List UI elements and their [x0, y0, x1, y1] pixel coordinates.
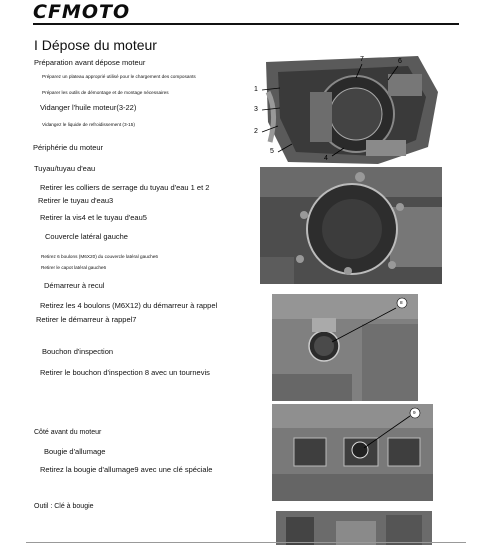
text-prep-heading: Préparation avant dépose moteur — [34, 58, 146, 67]
callout-8: 8 — [400, 300, 403, 305]
footer-rule — [26, 542, 466, 543]
text-periph-heading: Périphérie du moteur — [33, 143, 104, 152]
spark-tool-illustration — [276, 511, 432, 545]
section-title: I Dépose du moteur — [34, 37, 157, 53]
left-cover-illustration — [260, 167, 442, 284]
brand-logo: CFMOTO — [33, 1, 131, 23]
callout-2: 2 — [254, 128, 258, 135]
text-prep-3: Vidanger l'huile moteur(3-22) — [40, 103, 137, 112]
spark-tool-photo — [276, 511, 432, 545]
callout-6: 6 — [398, 58, 402, 65]
engine-left-illustration — [248, 52, 442, 167]
inspection-plug-photo — [272, 294, 418, 401]
spark-plug-illustration — [272, 404, 433, 501]
engine-left-photo — [248, 52, 442, 167]
text-spark-1: Retirez la bougie d'allumage9 avec une clé spéciale — [40, 465, 213, 474]
text-cover-2: Retirer le capot latéral gauche6 — [41, 265, 107, 270]
text-plug-1: Retirer le bouchon d'inspection 8 avec un tournevis — [40, 368, 210, 377]
text-cover-1: Retirez 6 boulons (M6X20) du couvercle latéral gauche6 — [41, 254, 158, 259]
callout-5: 5 — [270, 148, 274, 155]
text-prep-4: Vidangez le liquide de refroidissement (3-15) — [42, 122, 135, 127]
text-cover-heading: Couvercle latéral gauche — [45, 232, 128, 241]
text-prep-1: Préparez un plateau approprié utilisé pour le chargement des composants — [42, 74, 196, 79]
text-prep-2: Préparer les outils de démontage et de montage nécessaires — [42, 90, 169, 95]
callout-1: 1 — [254, 86, 258, 93]
text-plug-heading: Bouchon d'inspection — [42, 347, 114, 356]
callout-7: 7 — [360, 56, 364, 63]
text-starter-heading: Démarreur à recul — [44, 281, 105, 290]
header-rule — [33, 23, 459, 25]
inspection-plug-illustration — [272, 294, 418, 401]
callout-3: 3 — [254, 106, 258, 113]
callout-4: 4 — [324, 155, 328, 162]
spark-plug-photo — [272, 404, 433, 501]
text-starter-2: Retirer le démarreur à rappel7 — [36, 315, 137, 324]
text-tool: Outil : Clé à bougie — [34, 503, 94, 510]
text-pipe-3: Retirer la vis4 et le tuyau d'eau5 — [40, 213, 147, 222]
text-pipe-heading: Tuyau/tuyau d'eau — [34, 164, 96, 173]
text-front-heading: Côté avant du moteur — [34, 429, 102, 436]
callout-9: 9 — [413, 410, 416, 415]
text-spark-heading: Bougie d'allumage — [44, 447, 106, 456]
text-pipe-2: Retirer le tuyau d'eau3 — [38, 196, 114, 205]
text-starter-1: Retirez les 4 boulons (M6X12) du démarreur à rappel — [40, 301, 218, 310]
text-pipe-1: Retirer les colliers de serrage du tuyau d'eau 1 et 2 — [40, 183, 210, 192]
left-cover-photo — [260, 167, 442, 284]
